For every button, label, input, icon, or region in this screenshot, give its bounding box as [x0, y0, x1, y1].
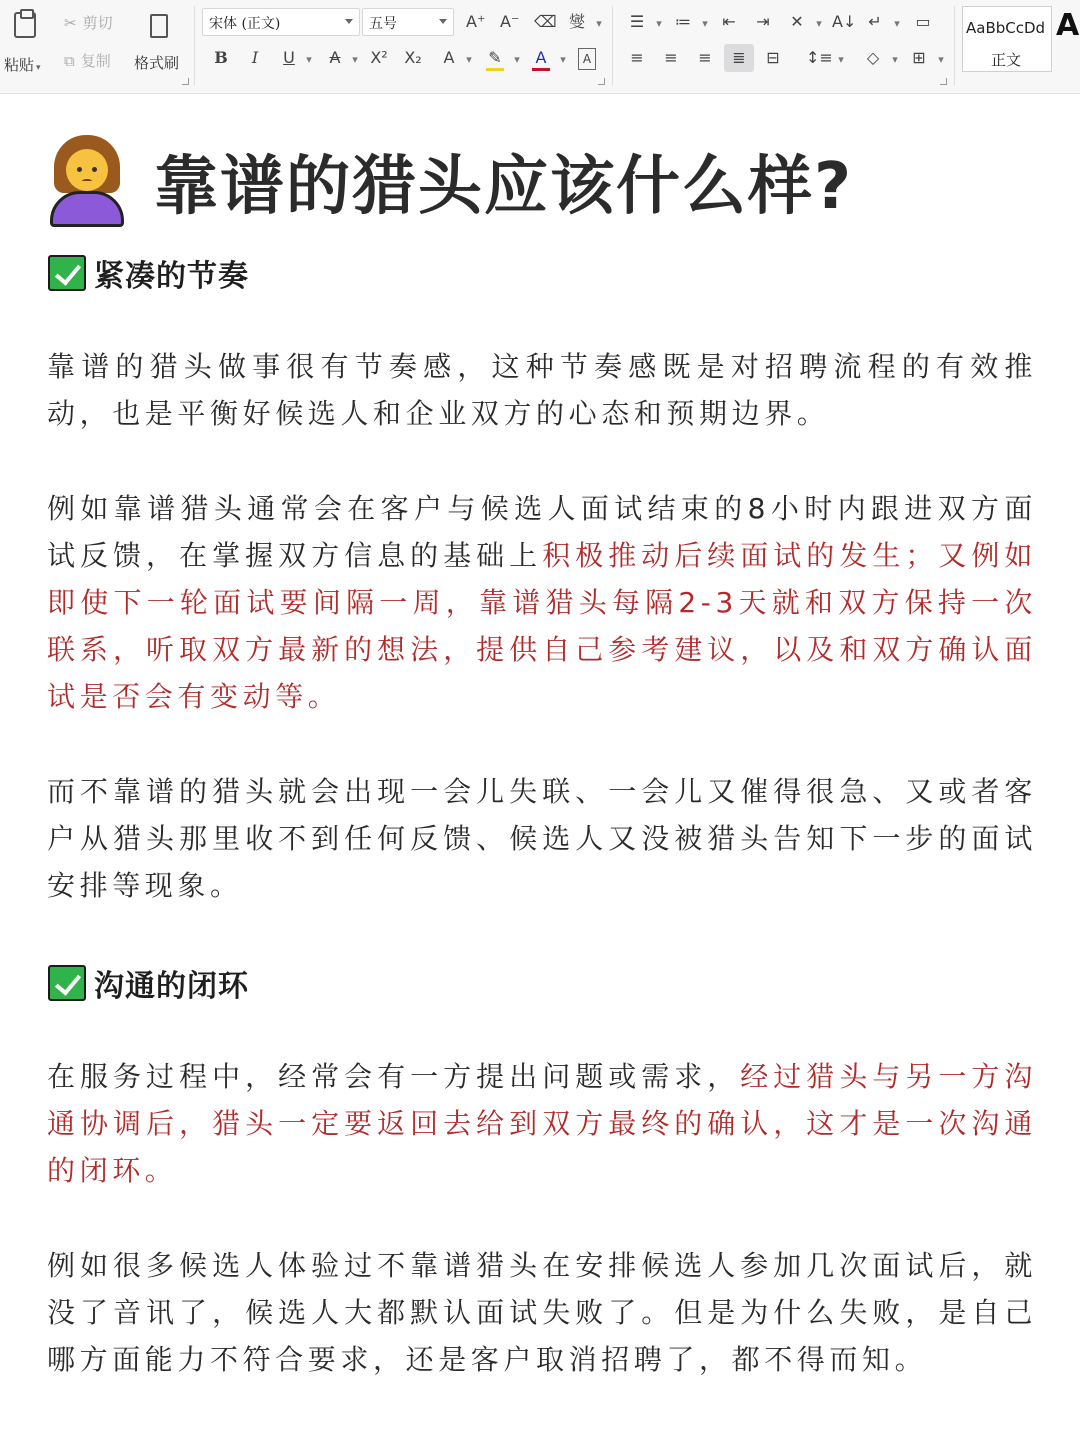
shading-icon[interactable]: ◇: [866, 48, 880, 67]
style-heading-button[interactable]: A: [1056, 8, 1080, 43]
distribute-icon[interactable]: ⊟: [766, 48, 780, 67]
section-heading-text: 紧凑的节奏: [94, 259, 249, 294]
section-heading: [48, 251, 249, 295]
phonetic-guide-icon[interactable]: 燮: [568, 12, 585, 31]
text-run: 靠谱的猎头做事很有节奏感，这种节奏感既是对招聘流程的有效推动，也是平衡好候选人和企业双方的心态和预期边界。: [47, 350, 1037, 430]
chevron-down-icon[interactable]: ▾: [702, 17, 708, 30]
document-title: 靠谱的猎头应该什么样?: [154, 150, 854, 224]
clear-format-icon[interactable]: ⌫: [534, 12, 557, 31]
text-run: 例如靠谱猎头通常会在客户与候选人面试结束的8小时内跟进双方面试反馈，在掌握双方信息的基础上: [47, 492, 1037, 572]
indent-icon[interactable]: ⇥: [756, 12, 770, 31]
italic-icon[interactable]: I: [251, 48, 259, 67]
format-painter-button[interactable]: [134, 12, 180, 82]
justify-icon[interactable]: ≣: [724, 44, 754, 72]
line-spacing-icon[interactable]: ↕≡: [806, 48, 833, 67]
font-size-value: 五号: [369, 16, 397, 32]
cut-label: 剪切: [82, 14, 113, 32]
group-divider: [194, 6, 195, 86]
format-painter-icon: [150, 14, 168, 38]
chevron-down-icon[interactable]: ▾: [352, 53, 358, 66]
clipboard-icon: [14, 12, 36, 38]
paragraph: [47, 343, 1037, 437]
bullets-icon[interactable]: ☰: [629, 12, 645, 31]
chevron-down-icon[interactable]: ▾: [466, 53, 472, 66]
font-name-value: 宋体 (正文): [209, 16, 281, 32]
subscript-icon[interactable]: X₂: [404, 48, 422, 67]
scissors-icon: ✂: [64, 13, 77, 32]
strikethrough-icon[interactable]: A: [329, 48, 341, 67]
borders-icon[interactable]: ⊞: [912, 48, 926, 67]
shrink-font-icon[interactable]: A⁻: [500, 12, 520, 31]
char-border-icon[interactable]: A: [578, 48, 596, 70]
style-name: 正文: [991, 51, 1022, 69]
text-effect-icon[interactable]: A: [443, 48, 455, 67]
underline-icon[interactable]: U: [283, 48, 295, 67]
copy-label: 复制: [80, 52, 111, 70]
text-run: 在服务过程中，经常会有一方提出问题或需求，: [47, 1060, 741, 1093]
chevron-down-icon[interactable]: ▾: [306, 53, 312, 66]
align-right-icon[interactable]: ≡: [698, 48, 712, 67]
ribbon-toolbar: [0, 0, 1080, 94]
font-size-select[interactable]: [362, 8, 454, 36]
numbering-icon[interactable]: ≔: [675, 12, 691, 31]
sort-icon[interactable]: A↓: [832, 12, 857, 31]
section-heading-text: 沟通的闭环: [94, 969, 249, 1004]
group-divider: [612, 6, 613, 86]
bold-icon[interactable]: B: [214, 48, 228, 67]
paste-label: 粘贴: [4, 56, 35, 74]
chevron-down-icon[interactable]: ▾: [816, 17, 822, 30]
paragraph: [47, 1053, 1037, 1194]
chevron-down-icon: [345, 19, 353, 24]
paragraph-mark-icon[interactable]: ↵: [868, 12, 882, 31]
cut-button[interactable]: [64, 12, 113, 33]
chevron-down-icon[interactable]: ▾: [596, 17, 602, 30]
font-color-icon[interactable]: A: [532, 48, 550, 71]
text-run: 例如很多候选人体验过不靠谱猎头在安排候选人参加几次面试后，就没了音讯了，候选人大都默认面试失败了。但是为什么失败，是自己哪方面能力不符合要求，还是客户取消招聘了，都不得而知。: [47, 1249, 1037, 1376]
highlighted-text-run: 经过猎头与另一方沟通协调后，猎头一定要返回去给到双方最终的确认，这才是一次沟通的闭环。: [47, 1060, 1037, 1187]
highlight-icon[interactable]: ✎: [486, 48, 504, 71]
format-painter-label: 格式刷: [134, 54, 180, 72]
paragraph-launcher-icon[interactable]: [940, 78, 947, 85]
style-sample: AaBbCcDd: [966, 19, 1046, 37]
clipboard-launcher-icon[interactable]: [182, 78, 189, 85]
copy-button[interactable]: [64, 50, 111, 71]
align-left-icon[interactable]: ≡: [630, 48, 644, 67]
section-heading: [48, 961, 249, 1005]
copy-icon: ⧉: [64, 51, 75, 70]
paste-button[interactable]: [4, 8, 48, 78]
grow-font-icon[interactable]: A⁺: [466, 12, 486, 31]
person-shrugging-icon: [48, 135, 126, 227]
check-mark-icon: [48, 965, 86, 1001]
group-divider: [954, 6, 955, 86]
chevron-down-icon[interactable]: ▾: [892, 53, 898, 66]
outdent-icon[interactable]: ⇤: [722, 12, 736, 31]
chevron-down-icon: ▾: [36, 63, 41, 73]
highlighted-text-run: 积极推动后续面试的发生；又例如即使下一轮面试要间隔一周，靠谱猎头每隔2-3天就和双方保持一次联系，听取双方最新的想法，提供自己参考建议，以及和双方确认面试是否会有变动等。: [47, 539, 1037, 713]
paragraph: [47, 768, 1037, 909]
paragraph: [47, 1242, 1037, 1383]
font-launcher-icon[interactable]: [598, 78, 605, 85]
ruler-icon[interactable]: ▭: [915, 12, 931, 31]
superscript-icon[interactable]: X²: [370, 48, 388, 67]
align-center-icon[interactable]: ≡: [664, 48, 678, 67]
chevron-down-icon[interactable]: ▾: [560, 53, 566, 66]
chinese-layout-icon[interactable]: ✕: [790, 12, 804, 31]
chevron-down-icon[interactable]: ▾: [656, 17, 662, 30]
chevron-down-icon[interactable]: ▾: [938, 53, 944, 66]
check-mark-icon: [48, 255, 86, 291]
text-run: 而不靠谱的猎头就会出现一会儿失联、一会儿又催得很急、又或者客户从猎头那里收不到任何反馈、候选人又没被猎头告知下一步的面试安排等现象。: [47, 775, 1037, 902]
chevron-down-icon: [439, 19, 447, 24]
title-row: [48, 133, 853, 229]
chevron-down-icon[interactable]: ▾: [894, 17, 900, 30]
paragraph: [47, 485, 1037, 720]
chevron-down-icon[interactable]: ▾: [838, 53, 844, 66]
font-name-select[interactable]: [202, 8, 360, 36]
document-page[interactable]: [0, 95, 1080, 1443]
style-normal-button[interactable]: [962, 6, 1052, 72]
chevron-down-icon[interactable]: ▾: [514, 53, 520, 66]
